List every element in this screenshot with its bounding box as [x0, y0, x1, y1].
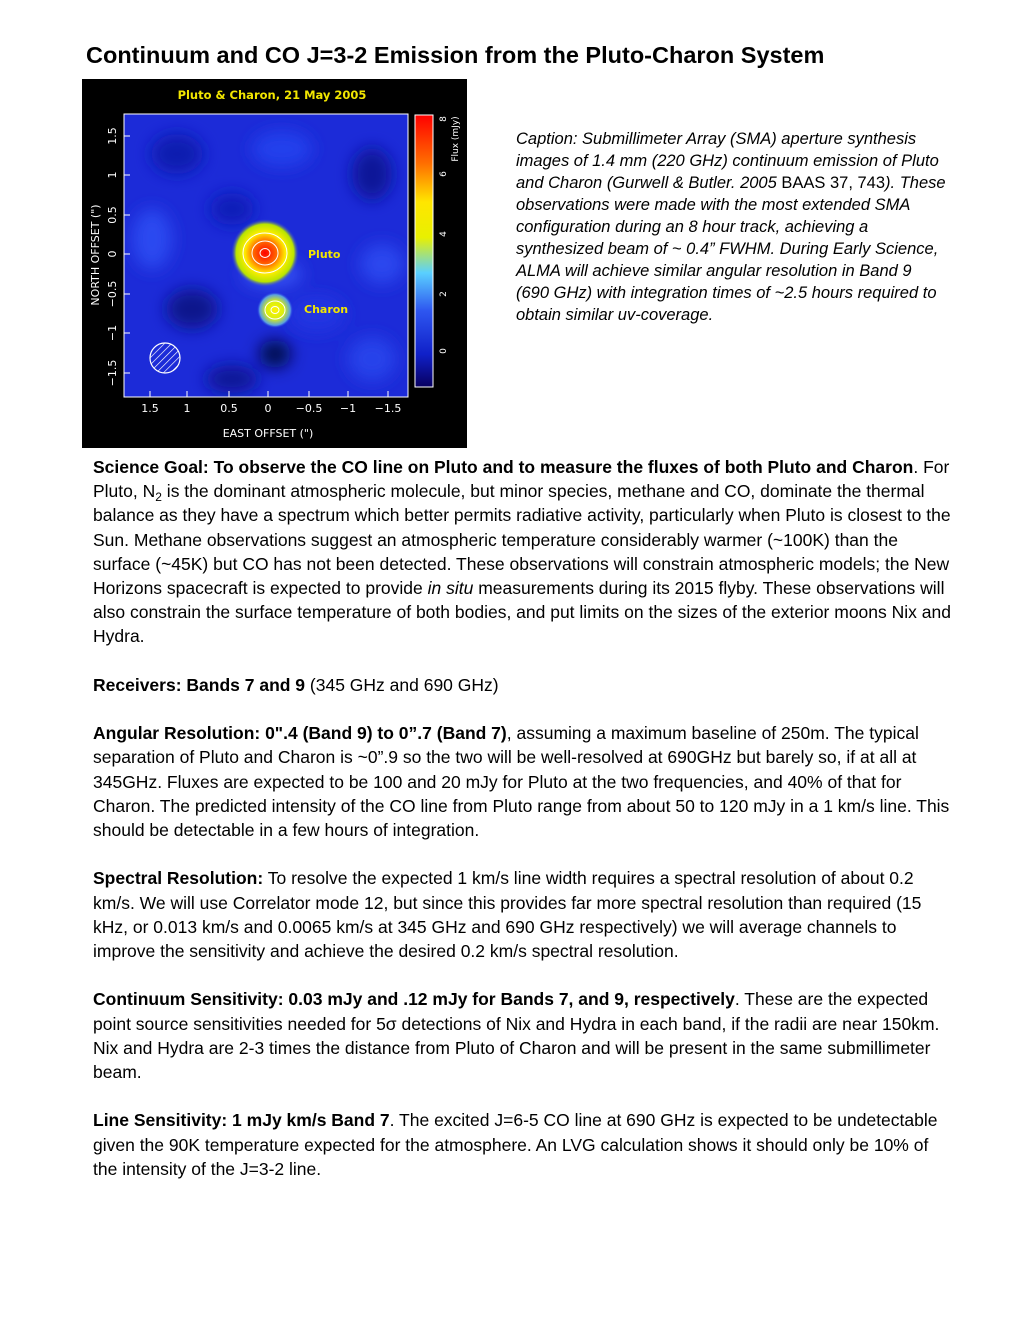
caption-part-3: ). These observations were made with the most extended SMA configuration during an 8 hour track, achieving a synthesized beam of ~ 0.4” FWHM. During Early Science, ALMA will achieve similar angular resolution in Band 9 (690 GHz) with integration times of ~2.5 hours required to obtain similar uv-coverage.	[516, 174, 946, 324]
science-text-1: . For Pluto, N	[93, 457, 950, 502]
science-text-3: measurements during its 2015 flyby. These observations will also constrain the surface temperature of both bodies, and put limits on the sizes of the exterior moons Nix and Hydra.	[93, 578, 951, 647]
beam-ellipse	[150, 343, 180, 373]
angular-resolution-text: , assuming a maximum baseline of 250m. The typical separation of Pluto and Charon is ~0”.9 so the two will be well-resolved at 690GHz but barely so, if at all at 345GHz. Fluxes are expected to be 100 and 20 mJy for Pluto at the two frequencies, and 40% of that for Charon. The predicted intensity of the CO line from Pluto range from about 50 to 120 mJy in a 1 km/s line. This should be detectable in a few hours of integration.	[93, 723, 950, 841]
colorbar-tick: 2	[439, 291, 449, 297]
ytick-label: 0.5	[106, 206, 119, 224]
colorbar-tick: 0	[439, 348, 449, 354]
receivers-paragraph	[93, 673, 953, 697]
line-sensitivity-text: . The excited J=6-5 CO line at 690 GHz is expected to be undetectable given the 90K temperature expected for the atmosphere. An LVG calculation shows it should only be 10% of the intensity of the J=3-2 line.	[93, 1110, 938, 1179]
spectral-resolution-text: To resolve the expected 1 km/s line width requires a spectral resolution of about 0.2 km/s. We will use Correlator mode 12, but since this provides far more spectral resolution than required (15 kHz, or 0.013 km/s and 0.0065 km/s at 345 GHz and 690 GHz respectively) we will average channels to improve the sensitivity and achieve the desired 0.2 km/s spectral resolution.	[93, 868, 922, 962]
colorbar-label: Flux (mJy)	[451, 116, 461, 162]
receivers-text: (345 GHz and 690 GHz)	[305, 674, 499, 695]
science-text-2: is the dominant atmospheric molecule, but minor species, methane and CO, dominate the thermal balance as they have a spectrum which better permits radiative activity, particularly when Pluto is closest to the Sun. Methane observations suggest an atmospheric temperature considerably warmer (~100K) than the surface (~45K) but CO has not been detected. These observations will constrain atmospheric models; the New Horizons spacecraft is expected to provide	[93, 481, 951, 599]
colorbar	[415, 115, 433, 387]
spectral-resolution-paragraph	[93, 866, 953, 963]
label-charon: Charon	[304, 303, 349, 316]
x-tick-labels	[141, 402, 401, 415]
subscript: 2	[155, 490, 162, 505]
ytick-label: −1.5	[106, 359, 119, 387]
caption-citation: BAAS 37, 743	[776, 174, 886, 192]
figure-title: Pluto & Charon, 21 May 2005	[177, 88, 367, 102]
angular-resolution-paragraph	[93, 721, 953, 842]
y-tick-labels	[106, 127, 119, 386]
colorbar-tick: 8	[439, 116, 449, 122]
page-title: Continuum and CO J=3-2 Emission from the Pluto-Charon System	[86, 42, 825, 68]
xtick-label: −0.5	[295, 402, 323, 415]
xtick-label: 0.5	[220, 402, 238, 415]
angular-resolution-label: Angular Resolution: 0".4 (Band 9) to 0”.7 (Band 7)	[93, 723, 507, 744]
ytick-label: 1.5	[106, 127, 119, 145]
document-body	[93, 455, 953, 1205]
figure-caption	[516, 128, 946, 326]
sma-image-figure	[82, 79, 467, 448]
line-sensitivity-paragraph	[93, 1108, 953, 1181]
pluto-emission	[231, 219, 299, 287]
colorbar-tick: 6	[439, 171, 449, 177]
science-goal-label: Science Goal: To observe the CO line on Pluto and to measure the fluxes of both Pluto and Charon	[93, 457, 914, 477]
label-pluto: Pluto	[308, 248, 341, 261]
xtick-label: 1	[183, 402, 191, 415]
continuum-sensitivity-text: . These are the expected point source sensitivities needed for 5σ detections of Nix and Hydra in each band, if the radii are near 150km. Nix and Hydra are 2-3 times the distance from Pluto of Charon and will be present in the same submillimeter beam.	[93, 989, 940, 1083]
xtick-label: 1.5	[141, 402, 159, 415]
sma-continuum-map	[82, 79, 467, 448]
map-panel	[124, 114, 408, 397]
caption-part-1: Caption: Submillimeter Array (SMA) aperture synthesis images of 1.4 mm (220 GHz) continuum emission of Pluto and Charon (Gurwell & Butler. 2005	[516, 130, 939, 192]
receivers-label: Receivers: Bands 7 and 9	[93, 674, 306, 695]
ytick-label: 0	[106, 250, 119, 258]
colorbar-tick: 4	[439, 231, 449, 237]
continuum-sensitivity-paragraph	[93, 987, 953, 1084]
line-sensitivity-label: Line Sensitivity: 1 mJy km/s Band 7	[93, 1110, 390, 1131]
xtick-label: −1	[339, 402, 357, 415]
charon-emission	[257, 292, 293, 328]
xtick-label: −1.5	[374, 402, 402, 415]
x-axis-label: EAST OFFSET (")	[222, 427, 314, 440]
continuum-sensitivity-label: Continuum Sensitivity: 0.03 mJy and .12 mJy for Bands 7, and 9, respectively	[93, 989, 735, 1010]
y-axis-label: NORTH OFFSET (")	[89, 204, 102, 306]
ytick-label: −1	[106, 324, 119, 342]
spectral-resolution-label: Spectral Resolution:	[93, 868, 264, 889]
ytick-label: 1	[106, 171, 119, 179]
ytick-label: −0.5	[106, 280, 119, 308]
colorbar-tick-labels	[439, 116, 449, 354]
science-goal-paragraph	[93, 455, 953, 649]
xtick-label: 0	[264, 402, 272, 415]
science-italic: in situ	[427, 578, 474, 599]
